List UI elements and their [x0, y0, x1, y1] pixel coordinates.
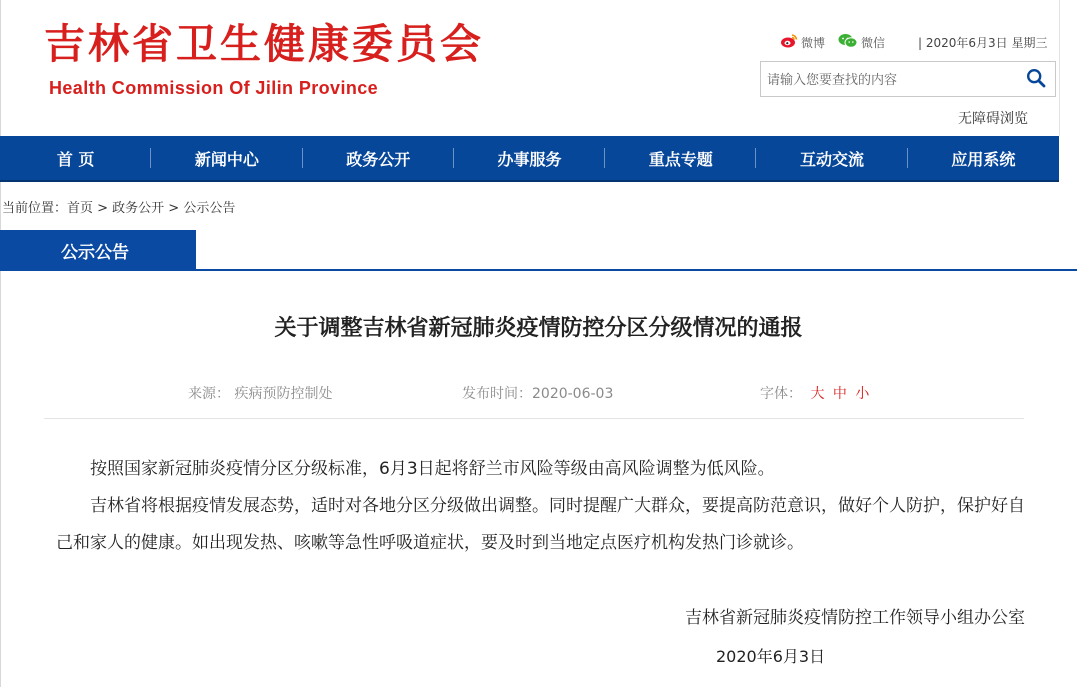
font-size-medium[interactable]: 中: [832, 386, 847, 402]
article-publish-date: 发布时间：2020-06-03: [462, 386, 614, 402]
nav-applications[interactable]: [908, 136, 1059, 180]
search-button[interactable]: [1025, 69, 1047, 91]
article-body: [56, 451, 1026, 562]
article-signature: 吉林省新冠肺炎疫情防控工作领导小组办公室: [685, 608, 1025, 628]
nav-special-topics[interactable]: [605, 136, 756, 180]
article-paragraph: 吉林省将根据疫情发展态势，适时对各地分区分级做出调整。同时提醒广大群众，要提高防范意识，做好个人防护，保护好自己和家人的健康。如出现发热、咳嗽等急性呼吸道症状，要及时到当地定点医疗机构发热门诊就诊。: [56, 496, 1025, 553]
site-subtitle-en: Health Commission Of Jilin Province: [49, 78, 379, 98]
nav-label: 办事服务: [497, 149, 562, 169]
weibo-label: 微博: [801, 35, 826, 50]
nav-interaction[interactable]: [756, 136, 907, 180]
wechat-icon: [838, 33, 861, 51]
nav-label: 互动交流: [800, 149, 865, 169]
current-date: | 2020年6月3日 星期三: [918, 36, 1048, 50]
font-size-control: [760, 383, 869, 403]
wechat-label: 微信: [861, 35, 886, 50]
nav-home[interactable]: [0, 136, 151, 180]
weibo-icon: [780, 33, 801, 51]
wechat-link[interactable]: [838, 33, 885, 51]
article-source: 来源： 疾病预防控制处: [188, 386, 333, 402]
nav-government-affairs[interactable]: [303, 136, 454, 180]
nav-label: 新闻中心: [194, 149, 259, 169]
search-icon: [1026, 68, 1046, 92]
font-size-large[interactable]: 大: [810, 386, 825, 402]
section-tab-announcements[interactable]: 公示公告: [0, 230, 196, 271]
header-right-border: [1059, 0, 1060, 136]
article-sign-date: 2020年6月3日: [716, 647, 826, 666]
nav-label: 重点专题: [648, 149, 713, 169]
nav-label: 应用系统: [951, 149, 1016, 169]
nav-label: 首 页: [56, 149, 95, 169]
meta-divider: [44, 418, 1024, 419]
article-title: 关于调整吉林省新冠肺炎疫情防控分区分级情况的通报: [274, 316, 803, 341]
breadcrumb[interactable]: 当前位置：首页 > 政务公开 > 公示公告: [2, 201, 236, 216]
font-size-label: 字体：: [760, 386, 802, 402]
article-paragraph: 按照国家新冠肺炎疫情分区分级标准，6月3日起将舒兰市风险等级由高风险调整为低风险。: [90, 459, 775, 479]
main-nav: [0, 136, 1059, 182]
nav-label: 政务公开: [346, 149, 411, 169]
search-box: [760, 61, 1056, 97]
nav-services[interactable]: [454, 136, 605, 180]
font-size-small[interactable]: 小: [855, 386, 870, 402]
weibo-link[interactable]: [780, 33, 825, 51]
site-title[interactable]: 吉林省卫生健康委员会: [44, 20, 484, 68]
nav-news-center[interactable]: [151, 136, 302, 180]
page-left-border: [0, 0, 1, 687]
accessible-browse-link[interactable]: 无障碍浏览: [958, 111, 1028, 127]
search-input[interactable]: [767, 70, 1017, 90]
